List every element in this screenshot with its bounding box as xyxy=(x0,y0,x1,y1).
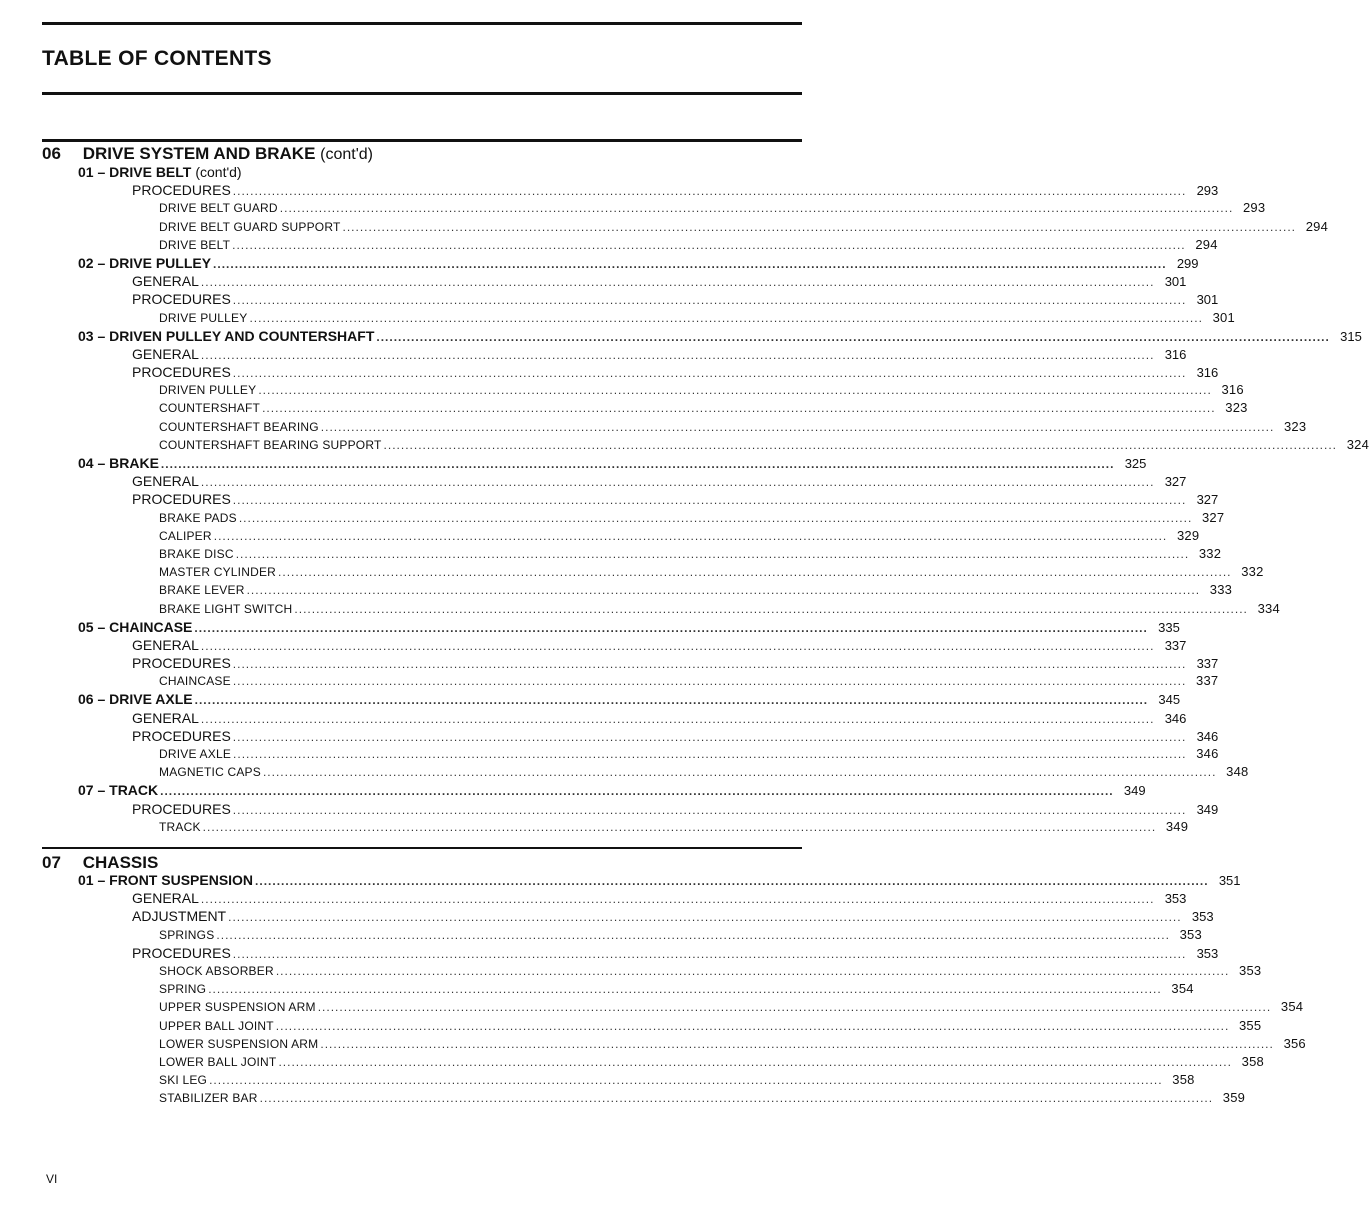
dot-leader: ............................................................................................................................................................................................................................ xyxy=(278,565,1232,580)
dot-leader: ............................................................................................................................................................................................................................ xyxy=(228,910,1182,925)
toc-entry-label: DRIVE BELT GUARD xyxy=(159,201,278,216)
toc-entry-page: 323 xyxy=(1225,400,1248,416)
toc-entry-page: 337 xyxy=(1164,637,1187,653)
toc-entry[interactable] xyxy=(42,382,1244,400)
dot-leader: ............................................................................................................................................................................................................................ xyxy=(213,528,1168,543)
toc-entry-page: 301 xyxy=(1164,274,1187,290)
toc-entry[interactable] xyxy=(42,473,1187,491)
dot-leader: ............................................................................................................................................................................................................................ xyxy=(232,946,1187,961)
toc-entry-page: 327 xyxy=(1196,492,1219,508)
toc-entry-label: PROCEDURES xyxy=(132,655,231,672)
toc-entry-page: 333 xyxy=(1209,582,1233,598)
dot-leader: ............................................................................................................................................................................................................................ xyxy=(232,293,1187,308)
toc-entry[interactable] xyxy=(42,327,1362,346)
toc-entry-page: 293 xyxy=(1242,200,1266,216)
toc-entry-page: 301 xyxy=(1212,309,1235,325)
dot-leader: ............................................................................................................................................................................................................................ xyxy=(317,1000,1272,1015)
dot-leader: ............................................................................................................................................................................................................................ xyxy=(262,401,1216,416)
dot-leader: ............................................................................................................................................................................................................................ xyxy=(320,419,1275,434)
section-07-rule xyxy=(42,847,802,849)
toc-entry-label: BRAKE PADS xyxy=(159,510,237,525)
section-07-heading[interactable] xyxy=(42,853,802,873)
toc-entry-page: 324 xyxy=(1346,436,1369,452)
toc-entry-label: DRIVEN PULLEY xyxy=(159,383,257,398)
toc-entry-page: 353 xyxy=(1239,962,1262,978)
dot-leader: ............................................................................................................................................................................................................................ xyxy=(200,711,1155,726)
toc-entry-label: PROCEDURES xyxy=(132,291,231,308)
toc-entry[interactable] xyxy=(42,709,1187,728)
toc-entry[interactable] xyxy=(42,962,1262,981)
toc-entry[interactable] xyxy=(42,254,1199,273)
section-07-entries xyxy=(42,872,1306,1108)
dot-leader: ............................................................................................................................................................................................................................ xyxy=(232,729,1187,744)
dot-leader: ............................................................................................................................................................................................................................ xyxy=(208,982,1162,997)
toc-entry-page: 293 xyxy=(1196,183,1219,199)
toc-entry[interactable] xyxy=(42,291,1219,309)
toc-entry[interactable] xyxy=(42,527,1200,546)
toc-entry-page: 332 xyxy=(1241,564,1264,580)
toc-entry[interactable] xyxy=(42,600,1280,619)
toc-entry-page: 354 xyxy=(1171,981,1194,997)
toc-entry-page: 335 xyxy=(1158,619,1180,635)
dot-leader: ............................................................................................................................................................................................................................ xyxy=(275,1018,1230,1033)
toc-entry-label: COUNTERSHAFT xyxy=(159,401,261,416)
toc-entry-label: BRAKE LIGHT SWITCH xyxy=(159,601,293,616)
toc-entry[interactable] xyxy=(42,636,1187,655)
dot-leader: ............................................................................................................................................................................................................................ xyxy=(275,963,1230,978)
dot-leader: ............................................................................................................................................................................................................................ xyxy=(200,475,1155,490)
toc-entry-label: MASTER CYLINDER xyxy=(159,565,277,580)
toc-entry-page: 337 xyxy=(1196,656,1219,672)
toc-entry-page: 294 xyxy=(1195,236,1218,252)
toc-entry-page: 353 xyxy=(1196,945,1219,961)
toc-entry-page: 329 xyxy=(1176,527,1200,543)
toc-entry[interactable] xyxy=(42,582,1233,600)
toc-entry[interactable] xyxy=(42,200,1266,218)
section-number: 07 xyxy=(42,853,61,872)
toc-entry[interactable] xyxy=(42,1090,1246,1108)
toc-entry-label: BRAKE DISC xyxy=(159,546,234,561)
section-06-heading[interactable] xyxy=(42,144,802,165)
toc-entry-label: PROCEDURES xyxy=(132,944,231,961)
toc-entry-page: 349 xyxy=(1196,801,1219,817)
toc-entry[interactable] xyxy=(42,727,1219,746)
toc-entry[interactable] xyxy=(42,872,1241,890)
toc-entry[interactable] xyxy=(42,345,1187,364)
toc-entry-label: SPRINGS xyxy=(159,927,215,942)
toc-entry-page: 327 xyxy=(1202,509,1225,525)
dot-leader: ............................................................................................................................................................................................................................ xyxy=(200,638,1155,653)
toc-entry-label: DRIVE BELT GUARD SUPPORT xyxy=(159,219,341,234)
toc-entry-page: 337 xyxy=(1196,673,1219,689)
toc-entry-label: 05 – CHAINCASE xyxy=(78,618,193,635)
dot-leader: ............................................................................................................................................................................................................................ xyxy=(235,546,1190,561)
toc-entry[interactable] xyxy=(42,400,1248,418)
toc-entry-label: PROCEDURES xyxy=(132,491,231,508)
section-06-entries xyxy=(42,164,1369,837)
toc-entry[interactable] xyxy=(42,182,1219,200)
toc-entry[interactable] xyxy=(42,944,1219,963)
dot-leader: ............................................................................................................................................................................................................................ xyxy=(376,329,1330,344)
toc-entry-page: 316 xyxy=(1221,382,1244,398)
toc-entry-page: 299 xyxy=(1176,255,1199,271)
toc-entry[interactable] xyxy=(42,818,1189,837)
toc-entry-page: 351 xyxy=(1218,873,1241,888)
toc-entry-label: 07 – TRACK xyxy=(78,782,159,799)
dot-leader: ............................................................................................................................................................................................................................ xyxy=(194,620,1148,635)
toc-entry-label: 02 – DRIVE PULLEY xyxy=(78,254,212,271)
toc-entry-label: TRACK xyxy=(159,819,201,834)
toc-entry[interactable] xyxy=(42,999,1304,1017)
toc-entry-page: 316 xyxy=(1164,346,1187,362)
dot-leader: ............................................................................................................................................................................................................................ xyxy=(262,765,1217,780)
top-rule xyxy=(42,22,802,25)
dot-leader: ............................................................................................................................................................................................................................ xyxy=(279,201,1234,216)
toc-entry-page: 353 xyxy=(1191,909,1214,925)
toc-entry-page: 346 xyxy=(1164,710,1187,726)
toc-entry-page: 325 xyxy=(1124,456,1147,471)
toc-entry[interactable] xyxy=(42,364,1219,382)
toc-entry[interactable] xyxy=(42,1035,1306,1054)
dot-leader: ............................................................................................................................................................................................................................ xyxy=(232,674,1187,689)
dot-leader: ............................................................................................................................................................................................................................ xyxy=(160,457,1115,471)
dot-leader: ............................................................................................................................................................................................................................ xyxy=(342,219,1296,234)
toc-entry-label: ADJUSTMENT xyxy=(132,908,227,925)
toc-entry[interactable] xyxy=(42,800,1219,819)
toc-entry-label: 03 – DRIVEN PULLEY AND COUNTERSHAFT xyxy=(78,327,375,344)
toc-entry-label: DRIVE BELT xyxy=(159,237,231,252)
toc-entry[interactable] xyxy=(42,618,1180,637)
toc-entry[interactable] xyxy=(42,418,1307,437)
toc-entry[interactable] xyxy=(42,746,1219,764)
dot-leader: ............................................................................................................................................................................................................................ xyxy=(383,437,1338,452)
dot-leader: ............................................................................................................................................................................................................................ xyxy=(258,383,1212,398)
toc-entry-label: CALIPER xyxy=(159,528,212,543)
toc-entry[interactable] xyxy=(42,1017,1262,1036)
toc-entry-page: 323 xyxy=(1283,418,1307,434)
dot-leader: ............................................................................................................................................................................................................................ xyxy=(294,601,1248,616)
toc-entry-page: 353 xyxy=(1179,926,1202,942)
section-title: CHASSIS xyxy=(82,853,159,872)
toc-entry[interactable] xyxy=(42,309,1235,328)
toc-entry-page: 316 xyxy=(1196,365,1219,381)
toc-entry-page: 294 xyxy=(1305,218,1328,234)
toc-entry[interactable] xyxy=(42,673,1219,691)
dot-leader: ............................................................................................................................................................................................................................ xyxy=(233,747,1187,761)
toc-entry[interactable] xyxy=(42,564,1264,582)
dot-leader: ............................................................................................................................................................................................................................ xyxy=(320,1036,1274,1051)
toc-entry-label: 04 – BRAKE xyxy=(78,455,159,471)
toc-entry-label: SKI LEG xyxy=(159,1073,208,1088)
dot-leader: ............................................................................................................................................................................................................................ xyxy=(216,927,1170,942)
dot-leader: ............................................................................................................................................................................................................................ xyxy=(232,802,1187,817)
dot-leader: ............................................................................................................................................................................................................................ xyxy=(160,784,1114,799)
toc-entry[interactable] xyxy=(42,1053,1264,1072)
toc-entry-label: 06 – DRIVE AXLE xyxy=(78,691,193,708)
toc-entry[interactable] xyxy=(42,981,1194,999)
toc-entry[interactable] xyxy=(42,782,1146,800)
toc-entry-label: COUNTERSHAFT BEARING SUPPORT xyxy=(159,437,382,452)
page-number: VI xyxy=(46,1172,58,1186)
dot-leader: ............................................................................................................................................................................................................................ xyxy=(232,366,1187,381)
toc-entry-label: CHAINCASE xyxy=(159,674,231,689)
section-number: 06 xyxy=(42,144,61,163)
dot-leader: ............................................................................................................................................................................................................................ xyxy=(259,1091,1214,1106)
toc-entry-label: PROCEDURES xyxy=(132,800,231,817)
toc-entry-page: 349 xyxy=(1165,818,1189,834)
toc-entry-label: UPPER SUSPENSION ARM xyxy=(159,1000,316,1015)
section-title: DRIVE SYSTEM AND BRAKE xyxy=(82,144,316,163)
toc-entry-label: PROCEDURES xyxy=(132,727,231,744)
toc-entry-page: 346 xyxy=(1196,746,1219,761)
toc-entry-label: GENERAL xyxy=(132,273,199,290)
toc-entry[interactable] xyxy=(42,509,1225,528)
dot-leader: ............................................................................................................................................................................................................................ xyxy=(246,583,1201,598)
toc-entry[interactable] xyxy=(42,273,1187,291)
dot-leader: ............................................................................................................................................................................................................................ xyxy=(249,310,1203,325)
toc-entry-page: 301 xyxy=(1196,292,1219,308)
toc-entry-label: STABILIZER BAR xyxy=(159,1091,258,1106)
dot-leader: ............................................................................................................................................................................................................................ xyxy=(232,493,1187,508)
toc-entry-page: 346 xyxy=(1196,728,1219,744)
page-title: TABLE OF CONTENTS xyxy=(42,47,272,70)
toc-entry-label: GENERAL xyxy=(132,345,199,362)
toc-entry[interactable] xyxy=(42,491,1219,509)
dot-leader: ............................................................................................................................................................................................................................ xyxy=(278,1054,1232,1069)
section-06-rule xyxy=(42,139,802,142)
toc-entry-page: 358 xyxy=(1172,1072,1195,1088)
dot-leader: ............................................................................................................................................................................................................................ xyxy=(194,693,1149,708)
toc-entry[interactable] xyxy=(42,218,1328,237)
toc-entry-label: MAGNETIC CAPS xyxy=(159,765,261,780)
dot-leader: ............................................................................................................................................................................................................................ xyxy=(232,184,1187,199)
toc-entry[interactable] xyxy=(42,908,1214,926)
toc-entry-label: COUNTERSHAFT BEARING xyxy=(159,419,319,434)
dot-leader: ............................................................................................................................................................................................................................ xyxy=(255,874,1209,888)
toc-entry-label: 01 – FRONT SUSPENSION xyxy=(78,872,254,888)
toc-entry-page: 358 xyxy=(1241,1053,1264,1069)
dot-leader: ............................................................................................................................................................................................................................ xyxy=(200,347,1155,362)
toc-entry-page: 349 xyxy=(1123,783,1146,799)
toc-entry-label: GENERAL xyxy=(132,636,199,653)
toc-entry-page: 354 xyxy=(1280,999,1304,1015)
toc-entry-page: 334 xyxy=(1257,600,1280,616)
toc-entry-page: 315 xyxy=(1340,328,1362,344)
section-suffix: (cont'd) xyxy=(320,146,373,163)
dot-leader: ............................................................................................................................................................................................................................ xyxy=(238,510,1193,525)
toc-entry[interactable] xyxy=(42,236,1218,255)
dot-leader: ............................................................................................................................................................................................................................ xyxy=(232,237,1186,252)
toc-entry-label: GENERAL xyxy=(132,709,199,726)
toc-entry-label: PROCEDURES xyxy=(132,364,231,381)
toc-entry-label: SPRING xyxy=(159,982,207,997)
toc-entry-page: 332 xyxy=(1198,545,1222,561)
toc-entry-page: 327 xyxy=(1164,474,1187,490)
dot-leader: ............................................................................................................................................................................................................................ xyxy=(213,256,1167,271)
toc-entry[interactable] xyxy=(42,455,1147,473)
dot-leader: ............................................................................................................................................................................................................................ xyxy=(200,892,1155,907)
dot-leader: ............................................................................................................................................................................................................................ xyxy=(202,819,1157,834)
toc-entry-label: GENERAL xyxy=(132,473,199,490)
toc-entry[interactable] xyxy=(42,545,1222,564)
toc-entry-label: LOWER BALL JOINT xyxy=(159,1054,277,1069)
toc-entry-label: SHOCK ABSORBER xyxy=(159,963,274,978)
toc-entry[interactable] xyxy=(42,691,1181,709)
toc-entry[interactable] xyxy=(42,1072,1195,1090)
toc-entry[interactable] xyxy=(42,164,802,182)
toc-entry-label: 01 – DRIVE BELT xyxy=(78,164,192,180)
toc-entry[interactable] xyxy=(42,890,1187,908)
toc-entry-label: BRAKE LEVER xyxy=(159,583,245,598)
toc-entry[interactable] xyxy=(42,655,1219,673)
toc-entry-label: DRIVE PULLEY xyxy=(159,310,248,325)
toc-entry-label: UPPER BALL JOINT xyxy=(159,1018,274,1033)
toc-entry-label: GENERAL xyxy=(132,890,199,907)
toc-entry[interactable] xyxy=(42,436,1369,455)
toc-entry-page: 345 xyxy=(1158,692,1181,708)
toc-entry-page: 355 xyxy=(1238,1017,1262,1033)
toc-entry-page: 353 xyxy=(1164,891,1187,907)
toc-entry-label: LOWER SUSPENSION ARM xyxy=(159,1036,319,1051)
dot-leader: ............................................................................................................................................................................................................................ xyxy=(200,275,1155,290)
toc-entry-label: DRIVE AXLE xyxy=(159,747,232,761)
toc-entry-page: 348 xyxy=(1226,764,1249,780)
toc-entry[interactable] xyxy=(42,926,1202,945)
dot-leader: ............................................................................................................................................................................................................................ xyxy=(232,657,1187,672)
toc-entry-page: 359 xyxy=(1222,1090,1246,1106)
toc-entry-page: 356 xyxy=(1283,1035,1306,1051)
title-bottom-rule xyxy=(42,92,802,95)
toc-entry-suffix: (cont'd) xyxy=(195,164,242,180)
toc-entry[interactable] xyxy=(42,764,1249,782)
dot-leader: ............................................................................................................................................................................................................................ xyxy=(209,1073,1163,1088)
toc-entry-label: PROCEDURES xyxy=(132,182,231,199)
